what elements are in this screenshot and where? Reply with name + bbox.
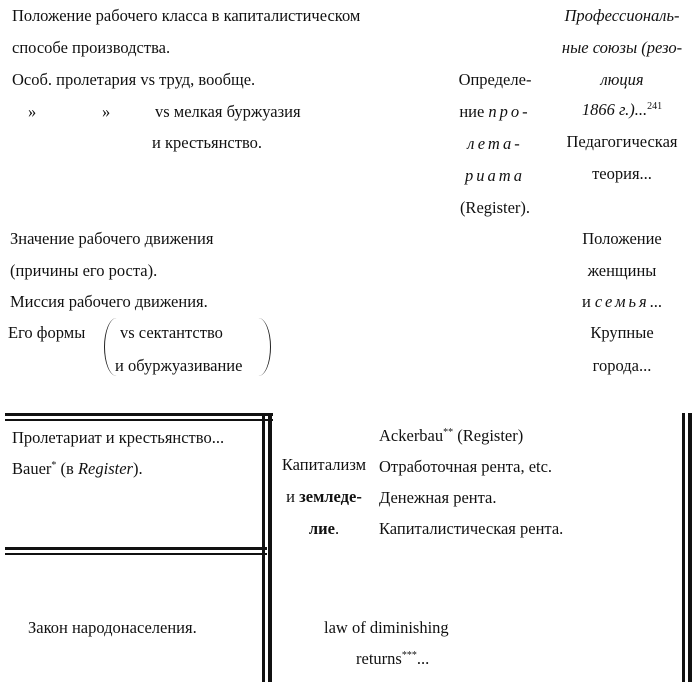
table-rule (5, 547, 267, 550)
right-parenthesis (246, 318, 271, 376)
table-rule (5, 413, 273, 416)
capitalism-agriculture: лие. (308, 519, 340, 538)
definition-line: риата (464, 166, 526, 185)
table-rule (262, 413, 265, 682)
unions-line: ные союзы (резо- (561, 38, 683, 57)
unions-line: 1866 г.)...$^{241}$ (581, 100, 663, 119)
definition-line: лета- (467, 134, 523, 153)
topic-working-class-position-cont: способе производства. (12, 38, 171, 57)
labour-rent: Отработочная рента, etc. (379, 457, 553, 476)
women-line: Положение (582, 229, 662, 248)
topic-petty-bourgeoisie: vs мелкая буржуазия (155, 102, 301, 121)
footnote-ref: 241 (647, 101, 663, 112)
table-rule (688, 413, 692, 682)
form-embourgeoisement: и обуржуазивание (115, 356, 243, 375)
table-rule (5, 419, 273, 421)
diminishing-returns-cont: returns***... (356, 649, 430, 668)
unions-line: Профессиональ- (564, 6, 680, 25)
definition-register: (Register). (459, 198, 531, 217)
movement-mission: Миссия рабочего движения. (10, 292, 208, 311)
women-line: женщины (587, 261, 657, 280)
movement-significance: Значение рабочего движения (10, 229, 214, 248)
women-family: и семья... (581, 292, 663, 311)
movement-causes: (причины его роста). (10, 261, 158, 280)
big-cities-cont: города... (592, 356, 652, 375)
ditto-mark: » (102, 102, 111, 121)
capitalist-rent: Капиталистическая рента. (379, 519, 564, 538)
bauer-register: Bauer* (в Register). (12, 459, 143, 478)
pedagogical-theory: Педагогическая (566, 132, 678, 151)
topic-peasantry: и крестьянство. (152, 133, 263, 152)
proletariat-peasantry: Пролетариат и крестьянство... (12, 428, 225, 447)
movement-forms-label: Его формы (8, 323, 86, 342)
population-law: Закон народонаселения. (28, 618, 197, 637)
ackerbau: Ackerbau** (Register) (379, 426, 524, 445)
diminishing-returns: law of diminishing (324, 618, 449, 637)
money-rent: Денежная рента. (379, 488, 497, 507)
ditto-mark: » (28, 102, 37, 121)
pedagogical-theory-cont: теория... (592, 164, 652, 183)
unions-line: люция (600, 70, 644, 89)
topic-proletarian-features: Особ. пролетария vs труд, вообще. (12, 70, 256, 89)
definition-line: Определе- (458, 70, 532, 89)
definition-line: ние про- (459, 102, 531, 121)
capitalism-agriculture: Капитализм (281, 455, 367, 474)
big-cities: Крупные (590, 323, 654, 342)
table-rule (682, 413, 685, 682)
table-rule (5, 553, 267, 555)
capitalism-agriculture: и земледе- (286, 487, 362, 506)
form-sectarianism: vs сектантство (120, 323, 223, 342)
topic-working-class-position: Положение рабочего класса в капиталистическом (12, 6, 361, 25)
table-rule (268, 413, 272, 682)
